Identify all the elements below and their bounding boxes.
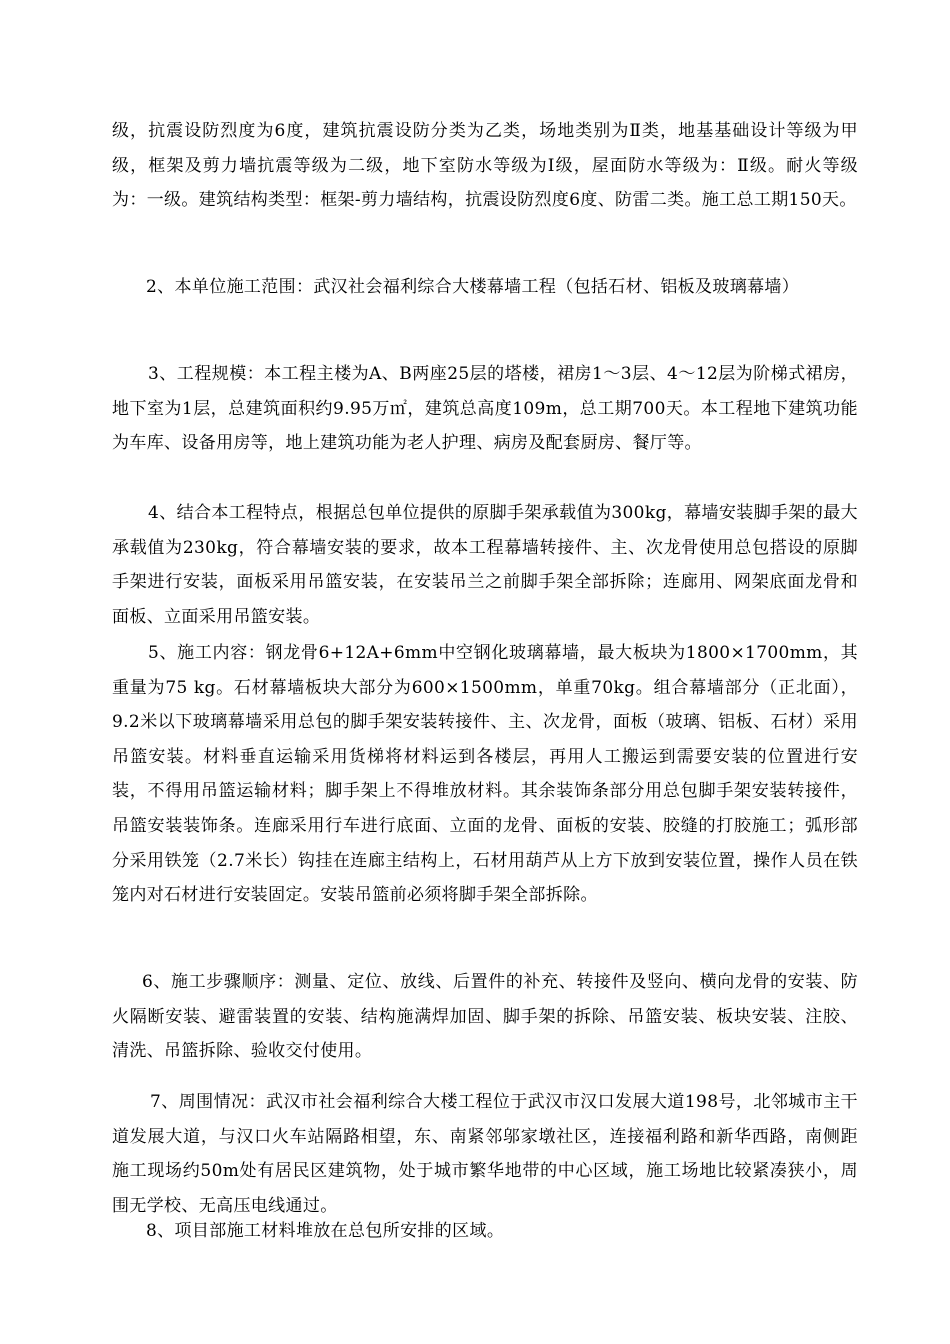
paragraph-project-scale: 3、工程规模：本工程主楼为A、B两座25层的塔楼，裙房1～3层、4～12层为阶梯式裙房，地下室为1层，总建筑面积约9.95万㎡，建筑总高度109m，总工期700天。本工程地下建筑功能为车库、设备用房等，地上建筑功能为老人护理、病房及配套厨房、餐厅等。 <box>112 364 858 454</box>
paragraph-construction-content: 5、施工内容：钢龙骨6+12A+6mm中空钢化玻璃幕墙，最大板块为1800×1700mm，其重量为75 kg。石材幕墙板块大部分为600×1500mm，单重70kg。组合幕墙部分（正北面），9.2米以下玻璃幕墙采用总包的脚手架安装转接件、主、次龙骨，面板（玻璃、铝板、石材）采用吊篮安装。材料垂直运输采用货梯将材料运到各楼层，再用人工搬运到需要安装的位置进行安装，不得用吊篮运输材料；脚手架上不得堆放材料。其余装饰条部分用总包脚手架安装转接件，吊篮安装装饰条。连廊采用行车进行底面、立面的龙骨、面板的安装、胶缝的打胶施工；弧形部分采用铁笼（2.7米长）钩挂在连廊主结构上，石材用葫芦从上方下放到安装位置，操作人员在铁笼内对石材进行安装固定。安装吊篮前必须将脚手架全部拆除。 <box>112 643 858 906</box>
paragraph-construction-scope: 2、本单位施工范围：武汉社会福利综合大楼幕墙工程（包括石材、铝板及玻璃幕墙） <box>146 277 800 297</box>
paragraph-construction-steps: 6、施工步骤顺序：测量、定位、放线、后置件的补充、转接件及竖向、横向龙骨的安装、防火隔断安装、避雷装置的安装、结构施满焊加固、脚手架的拆除、吊篮安装、板块安装、注胶、清洗、吊篮拆除、验收交付使用。 <box>112 972 858 1062</box>
paragraph-seismic-grade: 级，抗震设防烈度为6度，建筑抗震设防分类为乙类，场地类别为Ⅱ类，地基基础设计等级为甲级，框架及剪力墙抗震等级为二级，地下室防水等级为Ⅰ级，屋面防水等级为：Ⅱ级。耐火等级为：一级。建筑结构类型：框架-剪力墙结构，抗震设防烈度6度、防雷二类。施工总工期150天。 <box>112 121 858 211</box>
paragraph-surroundings: 7、周围情况：武汉市社会福利综合大楼工程位于武汉市汉口发展大道198号，北邻城市主干道发展大道，与汉口火车站隔路相望，东、南紧邻邬家墩社区，连接福利路和新华西路，南侧距施工现场约50m处有居民区建筑物，处于城市繁华地带的中心区域，施工场地比较紧凑狭小，周围无学校、无高压电线通过。 <box>112 1092 858 1216</box>
paragraph-scaffold-load: 4、结合本工程特点，根据总包单位提供的原脚手架承载值为300kg，幕墙安装脚手架的最大承载值为230kg，符合幕墙安装的要求，故本工程幕墙转接件、主、次龙骨使用总包搭设的原脚手架进行安装，面板采用吊篮安装，在安装吊兰之前脚手架全部拆除；连廊用、网架底面龙骨和面板、立面采用吊篮安装。 <box>112 503 858 627</box>
paragraph-material-storage: 8、项目部施工材料堆放在总包所安排的区域。 <box>146 1221 505 1241</box>
